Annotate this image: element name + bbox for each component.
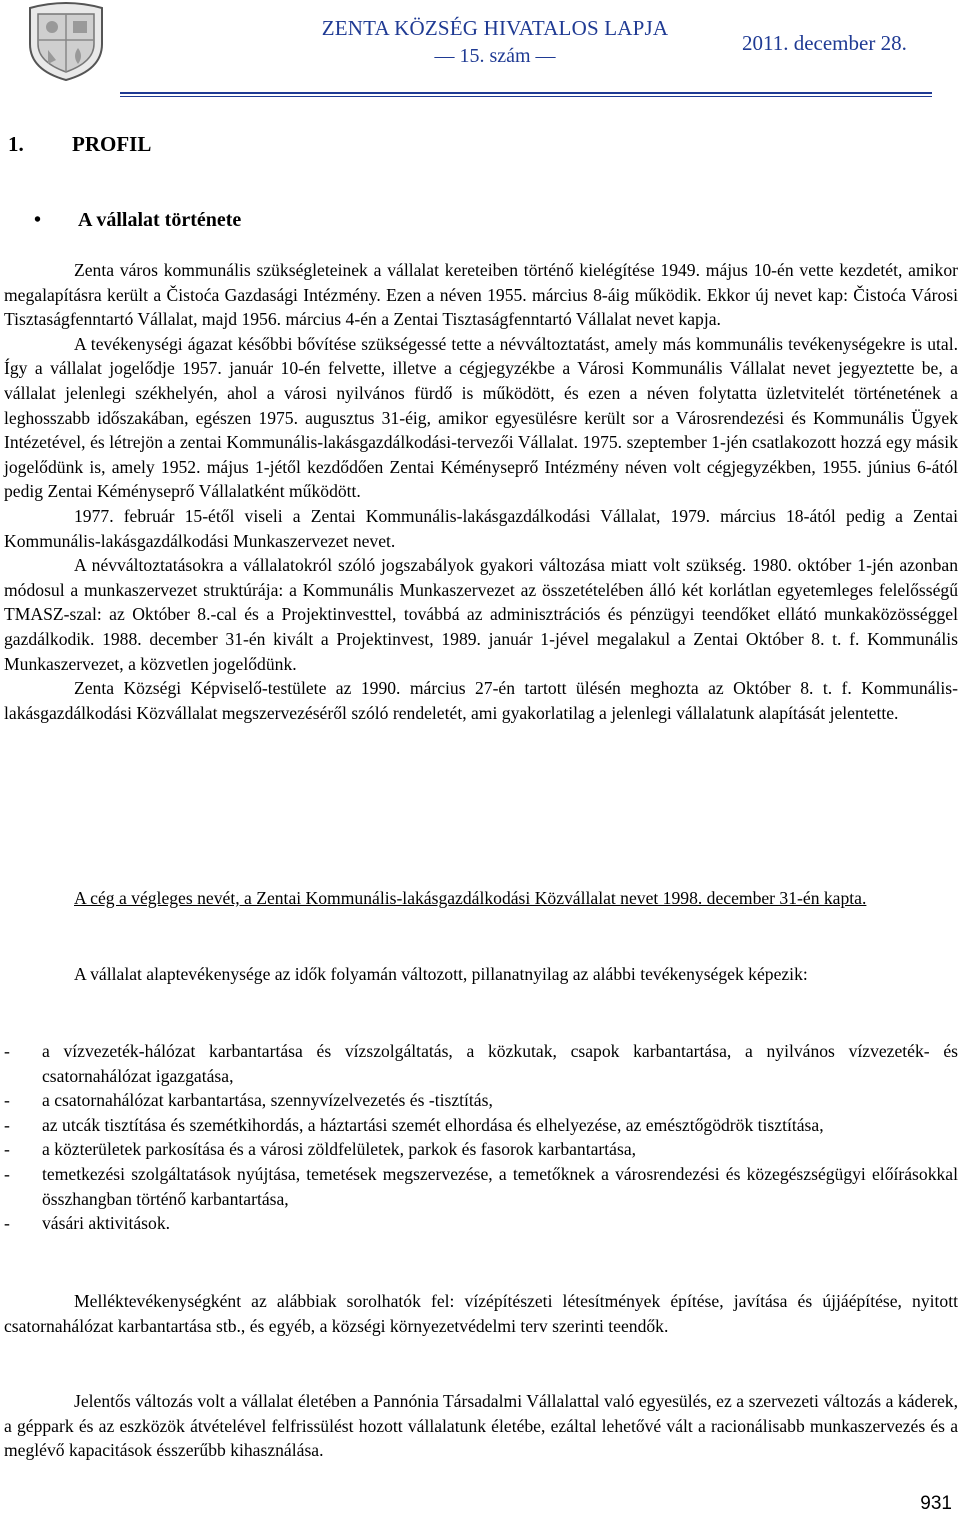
coat-of-arms-logo bbox=[20, 0, 112, 82]
bullet-icon: • bbox=[34, 209, 42, 231]
paragraph-1977: 1977. február 15-étől viseli a Zentai Kommunális-lakásgazdálkodási Vállalat, 1979. március 18-ától pedig a Zentai Kommunális-lakásgazdálkodási Munkaszervezet nevet. bbox=[4, 505, 958, 551]
pannonia-merger bbox=[4, 1389, 958, 1463]
activities-list bbox=[4, 1039, 958, 1236]
paragraph-1990: Zenta Községi Képviselő-testülete az 1990. március 27-én tartott ülésén meghozta az Október 8. t. f. Kommunális-lakásgazdálkodási Közvállalat megszervezéséről szóló rendeletét, ami gyakorlatilag a jelenlegi vállalatunk alapítását jelentette. bbox=[4, 678, 958, 723]
paragraph-activities-intro: A vállalat alaptevékenysége az idők folyamán változott, pillanatnyilag az alábbi tevékenységek képezik: bbox=[74, 964, 808, 984]
issue-number: — 15. szám — bbox=[434, 45, 556, 67]
history-text bbox=[4, 258, 958, 725]
dash-marker: - bbox=[4, 1163, 10, 1184]
list-item-text: vásári aktivitások. bbox=[42, 1213, 171, 1234]
list-item-text: a vízvezeték-hálózat karbantartása és vízszolgáltatás, a közkutak, csapok karbantartása, a nyilvános vízvezeték- és csatornahálózat igazgatása, bbox=[42, 1041, 958, 1086]
page-number: 931 bbox=[920, 1493, 952, 1514]
list-item bbox=[4, 1211, 958, 1236]
list-item-text: a csatornahálózat karbantartása, szennyvízelvezetés és -tisztítás, bbox=[42, 1090, 493, 1111]
activities-intro bbox=[4, 962, 958, 987]
paragraph-secondary-activities: Melléktevékenységként az alábbiak sorolhatók fel: vízépítészeti létesítmények építése, javítása és újjáépítése, nyitott csatornahálózat karbantartása stb., és egyéb, a községi környezetvédelmi terv szerinti teendők. bbox=[4, 1291, 958, 1336]
publication-date: 2011. december 28. bbox=[742, 31, 907, 55]
section-title: PROFIL bbox=[72, 132, 152, 156]
subsection-heading bbox=[34, 209, 241, 232]
paragraph-name-change: A tevékenységi ágazat későbbi bővítése szükségessé tette a névváltoztatást, amely más kommunális tevékenységekre is utal. Így a vállalat jogelődje 1957. január 10-én felvette, illetve a cégjegyzékbe a Városi Kommunális Vállalat nevet jegyeztette be, a vállalat jelenlegi székhelyén, ahol a városi nyilvános fürdő is működött, és ezen a néven folytatta üzletvitelét történetének a leghosszabb időszakában, egészen 1975. augusztus 31-éig, amikor egyesülésre került sor a Városrendezési és Kommunális Ügyek Intézetével, és létrejön a zentai Kommunális-lakásgazdálkodási-tervezői Vállalat. 1975. szeptember 1-jén csatlakozott hozzá egy másik jogelődünk is, amely 1952. május 1-jétől kezdődően Zentai Kéményseprő Intézmény néven volt cégjegyzékben, 1955. június 6-ától pedig Zentai Kéményseprő Vállalatként működött. bbox=[4, 333, 958, 502]
section-heading bbox=[8, 132, 151, 157]
paragraph-1980: A névváltoztatásokra a vállalatokról szóló jogszabályok gyakori változása miatt volt szükség. 1980. október 1-jén azonban módosul a munkaszervezet struktúrája: a Kommunális Munkaszervezet az összetételében álló két korlátlan egyetemleges felelősségű TMASZ-szal: az Október 8.-cal és a Projektinvesttel, továbbá az adminisztrációs és pénzügyi teendőket ellátó munkaközösséggel gazdálkodik. 1988. december 31-én kivált a Projektinvest, 1989. január 1-jével megalakul a Zentai Október 8. t. f. Kommunális Munkaszervezet, a közvetlen jogelődünk. bbox=[4, 555, 958, 674]
page-header bbox=[300, 16, 690, 68]
list-item bbox=[4, 1039, 958, 1088]
dash-marker: - bbox=[4, 1213, 10, 1234]
dash-marker: - bbox=[4, 1090, 10, 1111]
section-number: 1. bbox=[8, 132, 24, 156]
final-name-text bbox=[4, 886, 958, 911]
list-item bbox=[4, 1113, 958, 1138]
list-item-text: temetkezési szolgáltatások nyújtása, temetések megszervezése, a temetőknek a városrendezési és közegészségügyi előírásokkal összhangban történő karbantartása, bbox=[42, 1163, 958, 1209]
dash-marker: - bbox=[4, 1139, 10, 1160]
paragraph-pannonia: Jelentős változás volt a vállalat életében a Pannónia Társadalmi Vállalattal való egyesülés, ez a szervezeti változás a káderek, a géppark és az eszközök átvételével felfrissülést hozott vállalatunk életébe, ezáltal lehetővé vált a racionálisabb munkaszervezés és a meglévő kapacitások ésszerűbb kihasználása. bbox=[4, 1391, 958, 1461]
paragraph-final-name: A cég a végleges nevét, a Zentai Kommunális-lakásgazdálkodási Közvállalat nevet 1998. december 31-én kapta. bbox=[74, 888, 867, 908]
list-item-text: az utcák tisztítása és szemétkihordás, a háztartási szemét elhordása és elhelyezése, az emésztőgödrök tisztítása, bbox=[42, 1114, 824, 1135]
list-item bbox=[4, 1137, 958, 1162]
header-rule bbox=[120, 92, 932, 94]
dash-marker: - bbox=[4, 1041, 10, 1061]
paragraph-founding: Zenta város kommunális szükségleteinek a vállalat kereteiben történő kielégítése 1949. május 10-én vette kezdetét, amikor megalapításra került a Čistoća Gazdasági Intézmény. Ezen a néven 1955. március 8-áig működik. Ekkor új nevet kap: Čistoća Városi Tisztaságfenntartó Vállalat, majd 1956. március 4-én a Zentai Tisztaságfenntartó Vállalat nevet kapja. bbox=[4, 260, 958, 330]
list-item bbox=[4, 1088, 958, 1113]
dash-marker: - bbox=[4, 1114, 10, 1135]
publication-title: ZENTA KÖZSÉG HIVATALOS LAPJA bbox=[321, 16, 669, 40]
header-rule-thin bbox=[120, 96, 932, 97]
subsection-title: A vállalat története bbox=[78, 209, 242, 231]
secondary-activities bbox=[4, 1289, 958, 1338]
list-item-text: a közterületek parkosítása és a városi zöldfelületek, parkok és fasorok karbantartása, bbox=[42, 1139, 637, 1160]
list-item bbox=[4, 1162, 958, 1211]
